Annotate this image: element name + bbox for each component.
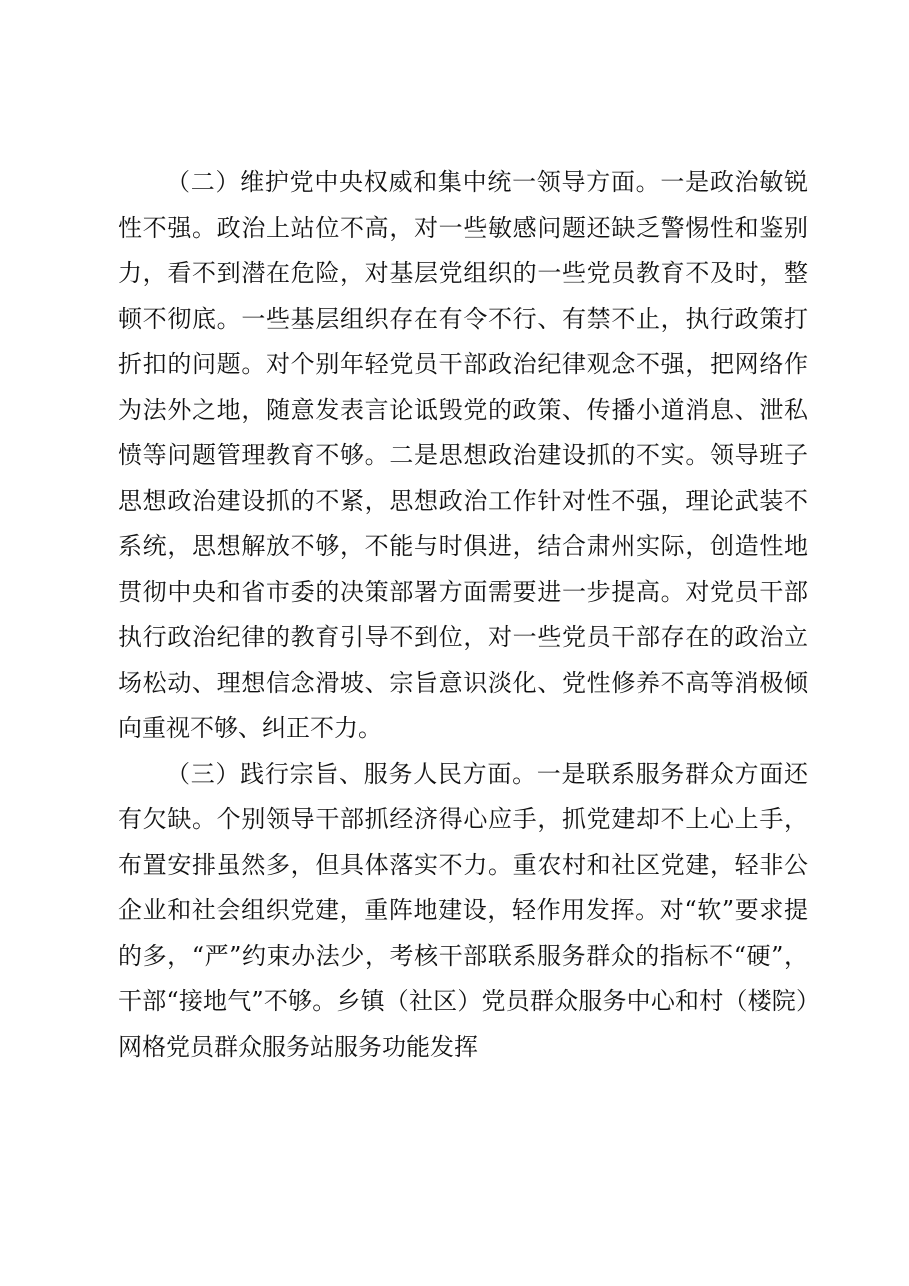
paragraph-section-3: （三）践行宗旨、服务人民方面。一是联系服务群众方面还有欠缺。个别领导干部抓经济得心应手，抓党建却不上心上手，布置安排虽然多，但具体落实不力。重农村和社区党建，轻非公企业和社会组织党建，重阵地建设，轻作用发挥。对“软”要求提的多，“严”约束办法少，考核干部联系服务群众的指标不“硬”，干部“接地气”不够。乡镇（社区）党员群众服务中心和村（楼院）网格党员群众服务站服务功能发挥 <box>118 759 808 1061</box>
paragraph-section-2: （二）维护党中央权威和集中统一领导方面。一是政治敏锐性不强。政治上站位不高，对一些敏感问题还缺乏警惕性和鉴别力，看不到潜在危险，对基层党组织的一些党员教育不及时，整顿不彻底。一些基层组织存在有令不行、有禁不止，执行政策打折扣的问题。对个别年轻党员干部政治纪律观念不强，把网络作为法外之地，随意发表言论诋毁党的政策、传播小道消息、泄私愤等问题管理教育不够。二是思想政治建设抓的不实。领导班子思想政治建设抓的不紧，思想政治工作针对性不强，理论武装不系统，思想解放不够，不能与时俱进，结合肃州实际，创造性地贯彻中央和省市委的决策部署方面需要进一步提高。对党员干部执行政治纪律的教育引导不到位，对一些党员干部存在的政治立场松动、理想信念滑坡、宗旨意识淡化、党性修养不高等消极倾向重视不够、纠正不力。 <box>118 168 808 742</box>
document-body <box>118 160 808 1070</box>
